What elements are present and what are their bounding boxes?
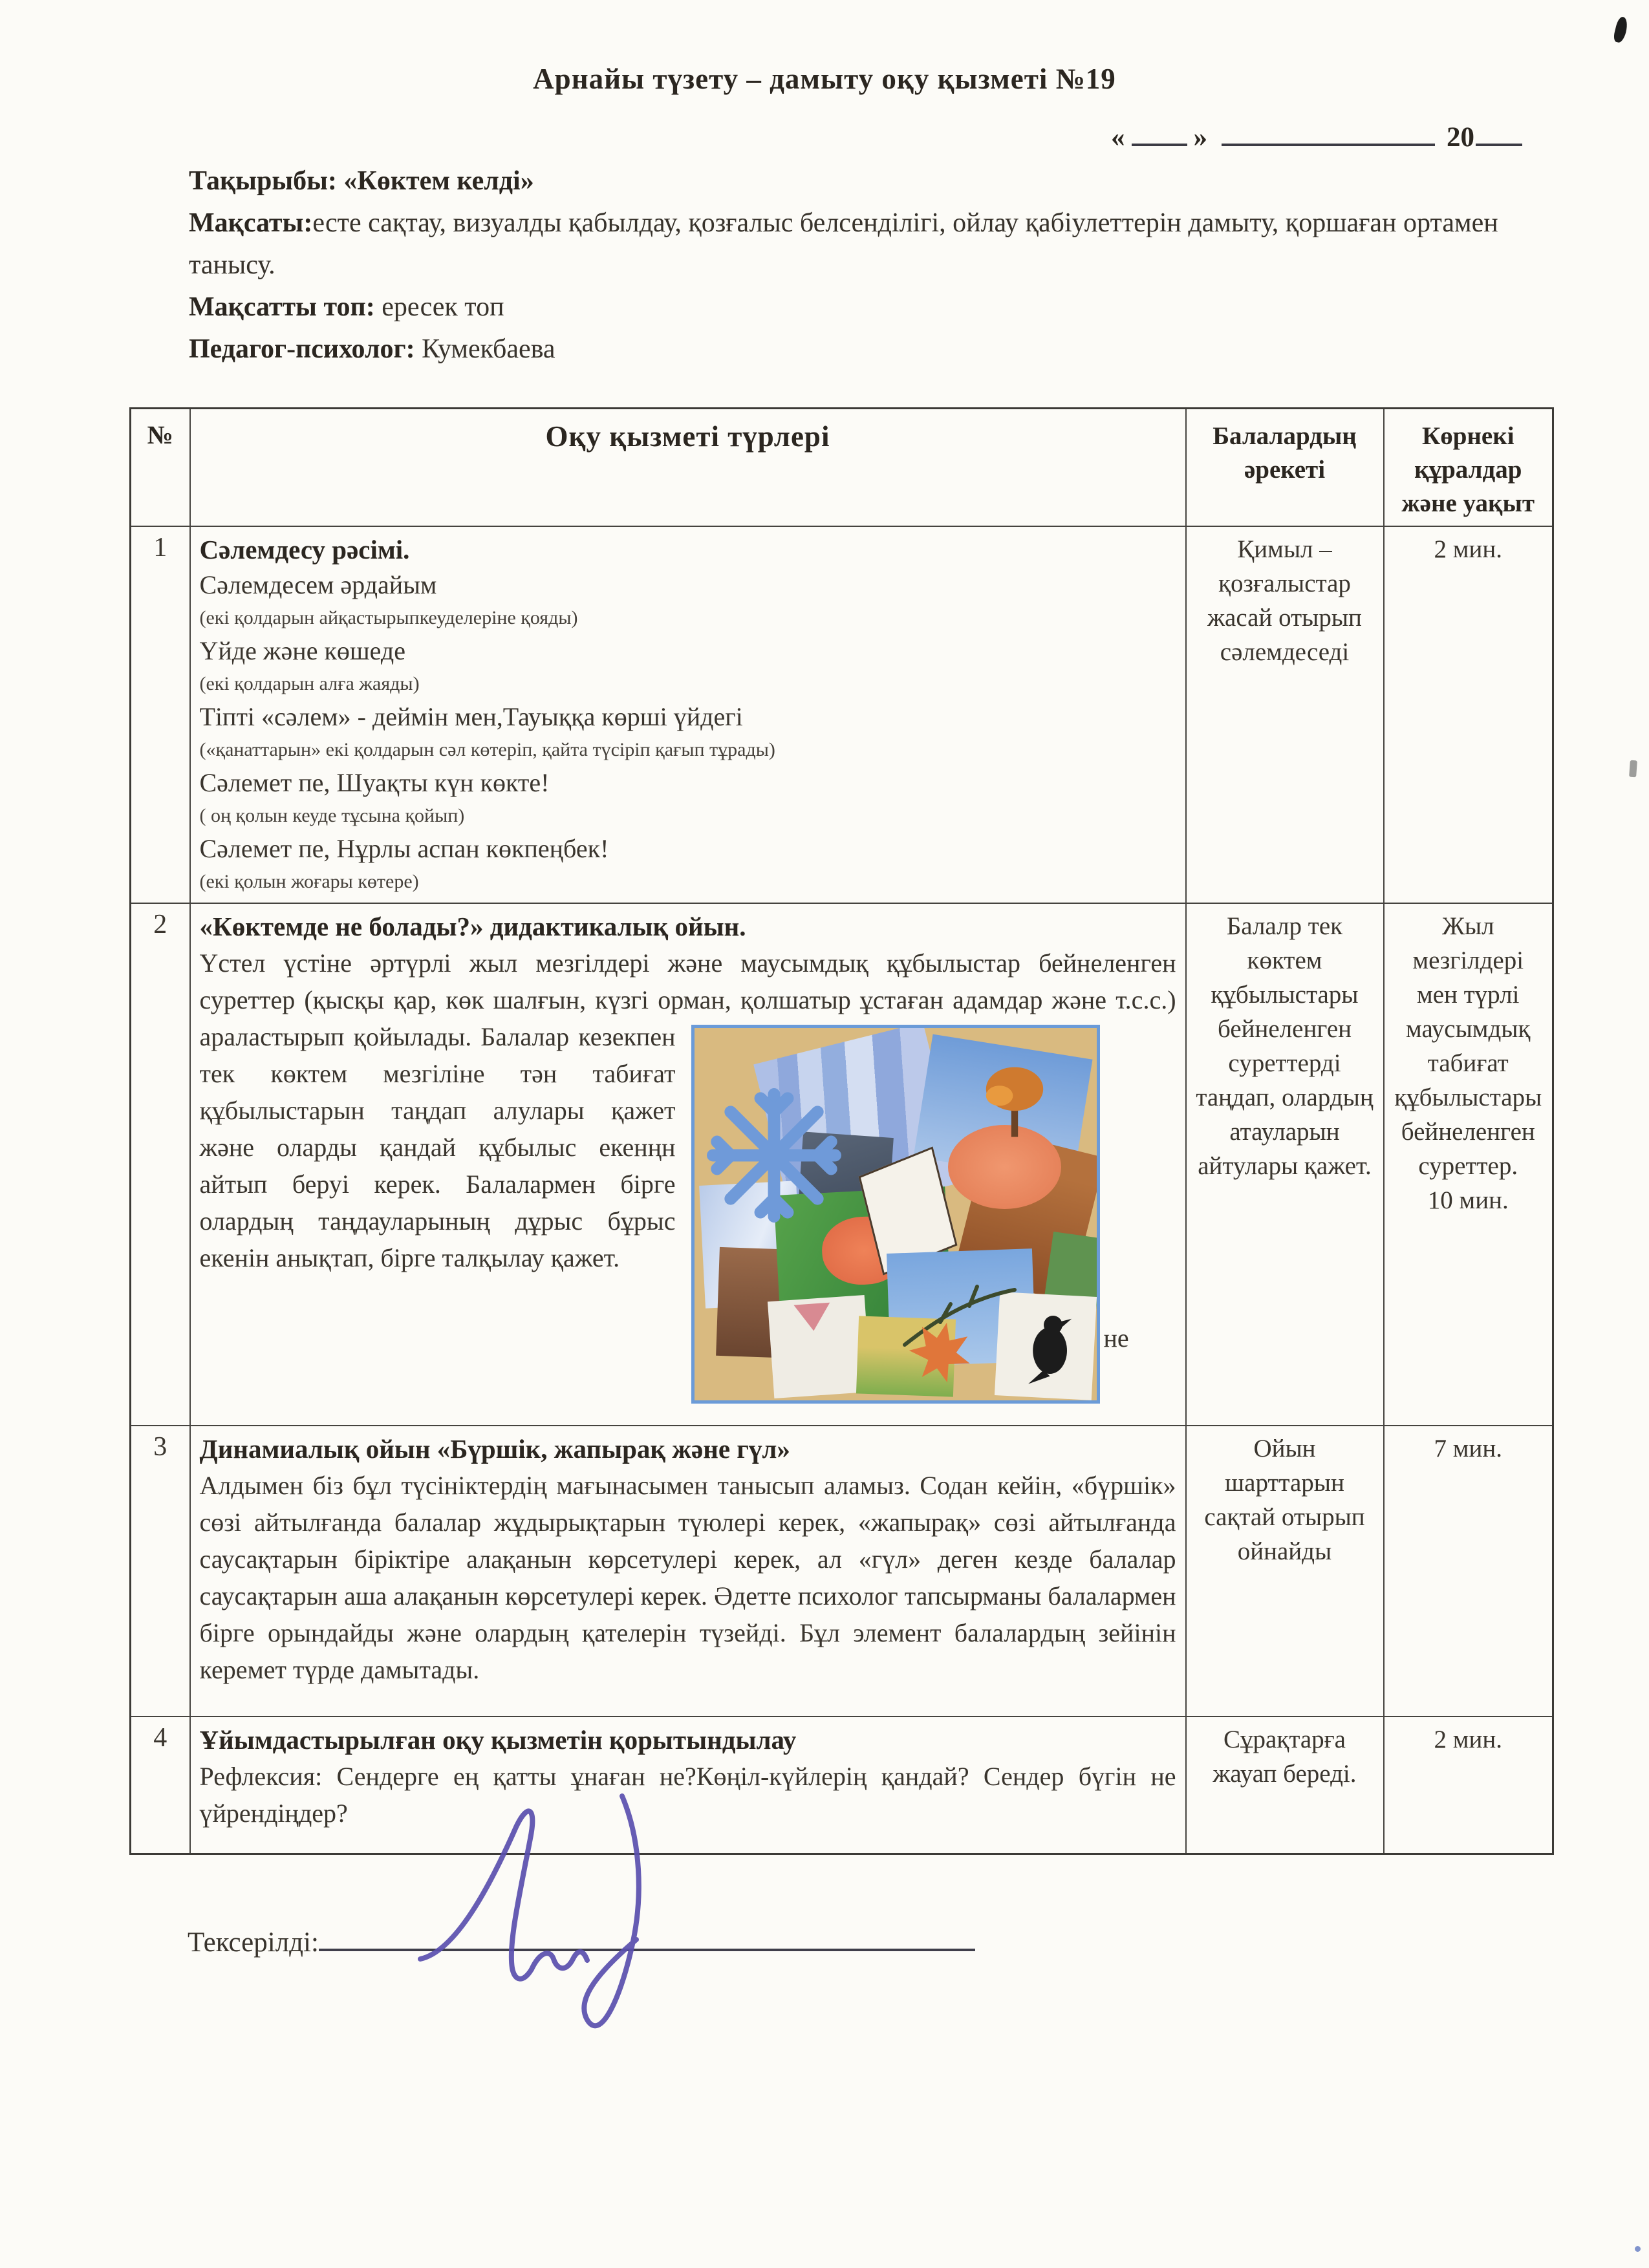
- meta-topic-label: Тақырыбы:: [189, 166, 337, 196]
- meta-group-value: ересек топ: [374, 292, 504, 322]
- meta-psych-value: Кумекбаева: [415, 334, 555, 364]
- date-close-quote: »: [1193, 122, 1207, 153]
- activity-title: «Көктемде не болады?» дидактикалық ойын.: [199, 912, 746, 941]
- children-action-cell: Балалр тек көктем құбылыстары бейнеленген суреттерді таңдап, олардың атауларын айтулары қажет.: [1186, 903, 1384, 1426]
- maple-leaf-icon: [908, 1318, 973, 1389]
- row-activity-cell: [190, 1426, 1186, 1717]
- table-row: [131, 1426, 1553, 1717]
- header-number: №: [131, 409, 190, 527]
- children-action-cell: Ойын шарттарын сақтай отырып ойнайды: [1186, 1426, 1384, 1717]
- meta-goal-value: есте сақтау, визуалды қабылдау, қозғалыс белсенділігі, ойлау қабіулеттерін дамыту, қоршаған ортамен танысу.: [189, 208, 1498, 280]
- header-aids-time: Көрнекі құралдар және уақыт: [1384, 409, 1553, 527]
- seasons-collage-image: [691, 1025, 1100, 1404]
- date-year-blank: [1476, 122, 1522, 146]
- collage-detail: [793, 1303, 832, 1332]
- instruction-line: (екі қолын жоғары көтере): [199, 871, 419, 892]
- verse-line: Тіпті «сәлем» - деймін мен,Тауыққа көрші үйдегі: [199, 702, 743, 731]
- checked-by-label: Тексерілді:: [188, 1927, 319, 1958]
- header-activities: Оқу қызметі түрлері: [190, 409, 1186, 527]
- time-text: 10 мин.: [1427, 1186, 1509, 1214]
- date-month-blank: [1222, 122, 1435, 146]
- verse-line: Сәлемет пе, Шуақты күн көкте!: [199, 768, 550, 797]
- row-activity-cell: [190, 526, 1186, 903]
- instruction-line: (екі қолдарын алға жаяды): [199, 673, 420, 694]
- scan-speck: [1635, 2246, 1641, 2252]
- paragraph-text: Үстел үстіне әртүрлі жыл мезгілдері және маусымдық құбылыстар бейнеленген суреттер (қысқы қар, көк шалғын, күзгі орман,: [199, 948, 1176, 1014]
- meta-psychologist: [189, 328, 1537, 370]
- activity-title: Динамиалық ойын «Бүршік, жапырақ және гүл»: [199, 1434, 790, 1464]
- activity-title: Ұйымдастырылған оқу қызметін қорытындылау: [199, 1725, 797, 1755]
- scan-speck: [1612, 16, 1629, 44]
- date-day-blank: [1132, 122, 1187, 146]
- snowflake-icon: [706, 1087, 842, 1223]
- scan-speck: [1629, 760, 1637, 778]
- activity-paragraph: Алдымен біз бұл түсініктердің мағынасымен танысып аламыз. Содан кейін, «бүршік» сөзі айтылғанда балалар жұдырықтарын түюлері керек, «жапырақ» сөзі айтылғанда саусақтарын біріктіре алақанын көрсетулері керек, ал «гүл» деген кезде балалар саусақтарын аша алақанын көрсетулері керек. Әдетте психолог тапсырманы балалармен бірге орындайды және олардың қателерін түзейді. Бұл элемент балалардың зейінін керемет түрде дамытады.: [199, 1471, 1176, 1684]
- row-number: 1: [131, 526, 190, 903]
- bird-silhouette-icon: [1013, 1305, 1090, 1389]
- paragraph-text: қолшатыр ұстаған адамдар және т.с.с.) араластырып қойылады. Балалар кезекпен тек көктем мезгіліне тән табиғат құбылыстарын таңдап алулары қажет және оларды қандай құбылыс екенңн айтып беруі керек. Балалармен бірге олардың таңдауларының дұрыс: [199, 985, 1176, 1236]
- aids-text: Жыл мезгілдері мен түрлі маусымдық табиғат құбылыстары бейнеленген суреттер.: [1394, 912, 1542, 1180]
- date-open-quote: «: [1111, 122, 1125, 153]
- meta-target-group: [189, 286, 1537, 328]
- children-action-cell: Қимыл – қозғалыстар жасай отырып сәлемдеседі: [1186, 526, 1384, 903]
- lesson-meta-block: [189, 160, 1537, 370]
- row-number: 4: [131, 1717, 190, 1854]
- activity-title: Сәлемдесу рәсімі.: [199, 535, 410, 564]
- table-row: [131, 1717, 1553, 1854]
- meta-group-label: Мақсатты топ:: [189, 292, 375, 322]
- instruction-line: ( оң қолын кеуде тұсына қойып): [199, 805, 465, 826]
- date-year-prefix: 20: [1447, 122, 1474, 153]
- instruction-line: (екі қолдарын айқастырыпкеуделеріне қояды): [199, 607, 578, 628]
- autumn-tree-icon: [973, 1054, 1057, 1144]
- activity-paragraph: Рефлексия: Сендерге ең қатты ұнаған не?Көңіл-күйлерің қандай? Сендер бүгін не үйрендіңдер?: [199, 1762, 1176, 1828]
- row-activity-cell: [190, 903, 1186, 1426]
- meta-topic-value: «Көктем келді»: [336, 166, 534, 196]
- table-row: [131, 526, 1553, 903]
- instruction-line: («қанаттарын» екі қолдарын сәл көтеріп, қайта түсіріп қағып тұрады): [199, 739, 775, 760]
- aids-time-cell: [1384, 903, 1553, 1426]
- meta-psych-label: Педагог-психолог:: [189, 334, 415, 364]
- paragraph-text: бұрыс екенін анықтап, бірге талқылау қажет.: [199, 1206, 676, 1272]
- signature-ink: [394, 1786, 705, 2038]
- row-number: 2: [131, 903, 190, 1426]
- time-cell: 2 мин.: [1384, 1717, 1553, 1854]
- page-title: Арнайы түзету – дамыту оқу қызметі №19: [533, 63, 1116, 95]
- date-line: [1111, 122, 1522, 153]
- lesson-plan-table: [129, 407, 1554, 1855]
- meta-goal: [189, 202, 1537, 286]
- meta-goal-label: Мақсаты:: [189, 208, 313, 238]
- verse-line: Сәлемдесем әрдайым: [199, 570, 437, 599]
- time-cell: 2 мин.: [1384, 526, 1553, 903]
- time-cell: 7 мин.: [1384, 1426, 1553, 1717]
- verse-line: Үйде және көшеде: [199, 636, 406, 665]
- activity-paragraph: [200, 945, 1176, 1276]
- children-action-cell: Сұрақтарға жауап береді.: [1186, 1717, 1384, 1854]
- wrapped-word: не: [1103, 1323, 1129, 1353]
- meta-topic: [189, 160, 1537, 202]
- table-row: [131, 903, 1553, 1426]
- collage-piece: [767, 1295, 870, 1398]
- header-children-action: Балалардың әрекеті: [1186, 409, 1384, 527]
- row-number: 3: [131, 1426, 190, 1717]
- table-header-row: [131, 409, 1553, 527]
- verse-line: Сәлемет пе, Нұрлы аспан көкпеңбек!: [199, 834, 609, 863]
